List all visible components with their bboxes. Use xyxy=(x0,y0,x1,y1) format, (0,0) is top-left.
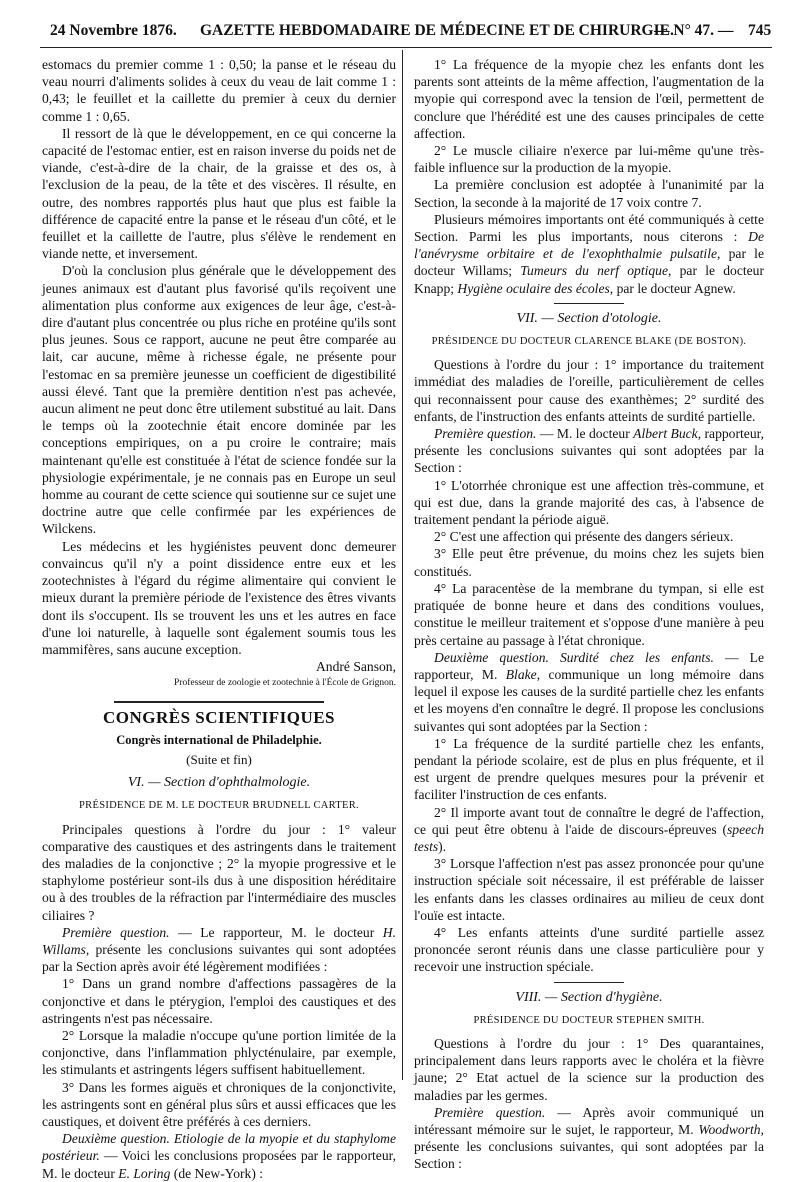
paragraph: 4° Les enfants atteints d'une surdité partielle assez prononcée seront réunis dans une classe particulière pour y recevoir une instruction spéciale. xyxy=(414,924,764,975)
paragraph: Deuxième question. Surdité chez les enfants. — Le rapporteur, M. Blake, communique un long mémoire dans lequel il expose les causes de la surdité partielle chez les enfants et les moyens d'en connaître le degré. Il propose les conclusions suivantes qui sont adoptées par la Section : xyxy=(414,649,765,734)
paragraph: Il ressort de là que le développement, en ce qui concerne la capacité de l'estomac entier, est en raison inverse du poids net de viande, c'est-à-dire de la chair, de la graisse et des os, à l'exclusion de la peau, de la tête et des viscères. Il résulte, en outre, des nombres rapportés plus haut que plus est faible la différence de capacité entre la panse et le réseau d'un côté, et le feuillet et la caillette de l'autre, plus s'élève le rendement en viande nette, et inversement. xyxy=(42,125,396,262)
paragraph: Principales questions à l'ordre du jour : 1° valeur comparative des caustiques et des astringents dans le traitement des maladies de la conjonctive ; 2° la myopie progressive et le staphylome postérieur sont-ils dus à une disposition héréditaire ou à des troubles de la réfraction par l'intermédiaire des muscles ciliaires ? xyxy=(42,821,396,923)
paragraph: 3° Elle peut être prévenue, du moins chez les sujets bien constitués. xyxy=(414,546,764,579)
decorative-rule xyxy=(114,701,324,703)
continuation-note: (Suite et fin) xyxy=(186,751,252,767)
paragraph: estomacs du premier comme 1 : 0,50; la panse et le réseau du veau nourri d'aliments solides à ceux du veau de lait comme 1 : 0,43; le feuillet et la caillette du premier à ceux du dernier comme 1 : 0,65. xyxy=(42,57,396,124)
left-column xyxy=(42,56,396,1182)
paragraph: D'où la conclusion plus générale que le développement des jeunes animaux est d'autant plus favorisé qu'ils reçoivent une alimentation plus conforme aux exigences de leur âge, c'est-à-dire d'autant plus concentrée ou plus riche en protéine qu'ils sont plus jeunes. Sous ce rapport, aucune ne peut être comparée au lait, car aucune, même à richesse égale, ne présente pour l'estomac en sa première jeunesse un coefficient de digestibilité aussi élevé. Tant que la première dentition n'est pas achevée, aucun aliment ne peut donc être utilement substitué au lait. Dans le temps où la zootechnie était encore dominée par les conceptions empiriques, on a pu croire le contraire; mais maintenant qu'elle est constituée à l'état de science fondée sur la physiologie expérimentale, je ne connais pas en Europe un seul homme au courant de cette science qui soutienne sur ce sujet une doctrine autre que celle confirmée par les expériences de Wilckens. xyxy=(42,263,396,537)
paragraph: 1° La fréquence de la myopie chez les enfants dont les parents sont atteints de la même affection, l'augmentation de la myopie qui correspond avec la tension de l'œil, permettent de conclure que l'hérédité est une des causes principales de cette affection. xyxy=(414,57,764,141)
header-rule xyxy=(40,47,772,48)
paragraph: Questions à l'ordre du jour : 1° Des quarantaines, principalement dans leurs rapports avec le choléra et la fièvre jaune; 2° Etat actuel de la science sur la production des maladies par les germes. xyxy=(414,1035,764,1103)
author-signature: André Sanson, xyxy=(315,659,396,675)
header-page-number: 745 xyxy=(748,22,772,39)
paragraph: 4° La paracentèse de la membrane du tympan, si elle est pratiquée de bonne heure et dans des conditions voulues, constitue le meilleur traitement et s'oppose d'une manière à peu près certaine au passage à l'état chronique. xyxy=(414,580,764,648)
column-divider xyxy=(402,50,403,1080)
page-header xyxy=(40,22,770,42)
paragraph: 1° L'otorrhée chronique est une affection très-commune, et qui est due, dans la grande majorité des cas, à l'absence de traitement pendant la période aiguë. xyxy=(414,477,764,528)
paragraph: Deuxième question. Etiologie de la myopie et du staphylome postérieur. — Voici les conclusions proposées par le rapporteur, M. le docteur E. Loring (de New-York) : xyxy=(42,1131,396,1181)
presidency-line: PRÉSIDENCE DU DOCTEUR CLARENCE BLAKE (DE BOSTON). xyxy=(431,336,747,348)
paragraph: La première conclusion est adoptée à l'unanimité par la Section, la seconde à la majorité de 17 voix contre 7. xyxy=(414,177,764,210)
paragraph: Première question. — Le rapporteur, M. le docteur H. Willams, présente les conclusions suivantes qui sont adoptées par la Section après avoir été légèrement modifiées : xyxy=(42,924,396,975)
paragraph: 2° Il importe avant tout de connaître le degré de l'affection, ce qui peut être obtenu à l'aide de discours-épreuves (speech tests). xyxy=(414,804,764,854)
congress-subheading: Congrès international de Philadelphie. xyxy=(116,732,322,747)
paragraph: Questions à l'ordre du jour : 1° importance du traitement immédiat des maladies de l'oreille, particulièrement de celles qui reconnaissent pour cause des exanthèmes; 2° surdité des enfants, de l'instruction des enfants atteints de surdité partielle. xyxy=(414,357,764,424)
section-heading: VIII. — Section d'hygiène. xyxy=(515,989,663,1005)
paragraph: Première question. — Après avoir communiqué un intéressant mémoire sur le sujet, le rapporteur, M. Woodworth, présente les conclusions suivantes, qui sont adoptées par la Section : xyxy=(414,1104,764,1172)
header-title: GAZETTE HEBDOMADAIRE DE MÉDECINE ET DE CHIRURGIE. xyxy=(200,22,674,39)
paragraph: 2° Le muscle ciliaire n'exerce par lui-même qu'une très-faible influence sur la production de la myopie. xyxy=(414,143,764,176)
paragraph: 3° Dans les formes aiguës et chroniques de la conjonctivite, les astringents sont en général plus sûrs et aussi efficaces que les caustiques, et doivent être préférés à ces derniers. xyxy=(42,1079,396,1129)
right-column xyxy=(414,56,764,1173)
paragraph: 1° La fréquence de la surdité partielle chez les enfants, pendant la période scolaire, est de plus en plus fréquente, et il est urgent de prendre quelques mesures pour la prévenir et faciliter l'instruction de ces enfants. xyxy=(414,735,764,803)
author-title: Professeur de zoologie et zootechnie à l'École de Grignon. xyxy=(174,678,396,689)
section-rule xyxy=(554,982,624,983)
paragraph: 3° Lorsque l'affection n'est pas assez prononcée pour qu'une instruction spéciale soit nécessaire, il est préférable de laisser les enfants dans les classes ordinaires au milieu de ceux dont l'ouïe est intacte. xyxy=(414,856,764,923)
paragraph: 1° Dans un grand nombre d'affections passagères de la conjonctive et dans le ptérygion, l'emploi des caustiques et des astringents n'est pas nécessaire. xyxy=(42,976,396,1026)
presidency-line: PRÉSIDENCE DU DOCTEUR STEPHEN SMITH. xyxy=(473,1014,705,1026)
paragraph: Première question. — M. le docteur Albert Buck, rapporteur, présente les conclusions suivantes qui sont adoptées par la Section : xyxy=(414,426,764,476)
section-heading: VII. — Section d'otologie. xyxy=(516,310,662,326)
header-issue: — N° 47. — xyxy=(654,22,734,39)
paragraph: 2° Lorsque la maladie n'occupe qu'une portion limitée de la conjonctive, dans l'inflammation phlycténulaire, par exemple, les stimulants et astringents légers suffisent habituellement. xyxy=(42,1027,396,1078)
header-date: 24 Novembre 1876. xyxy=(50,22,177,39)
section-rule xyxy=(554,303,624,304)
paragraph: Les médecins et les hygiénistes peuvent donc demeurer convaincus qu'il n'y a point dissidence entre eux et les zootechnistes à l'égard du régime alimentaire qui convient le mieux durant la première période de l'existence des êtres vivants dont ils s'occupent. Ils se trouvent les uns et les autres en face d'une loi naturelle, à laquelle sont également soumis tous les mammifères, sans aucune exception. xyxy=(42,538,396,657)
paragraph: 2° C'est une affection qui présente des dangers sérieux. xyxy=(434,529,734,545)
section-heading: VI. — Section d'ophthalmologie. xyxy=(127,775,311,791)
presidency-line: PRÉSIDENCE DE M. LE DOCTEUR BRUDNELL CARTER. xyxy=(79,800,359,812)
congress-heading: CONGRÈS SCIENTIFIQUES xyxy=(102,707,336,727)
paragraph: Plusieurs mémoires importants ont été communiqués à cette Section. Parmi les plus importants, nous citerons : De l'anévrysme orbitaire et de l'exophthalmie pulsatile, par le docteur Willams; Tumeurs du nerf optique, par le docteur Knapp; Hygiène oculaire des écoles, par le docteur Agnew. xyxy=(414,211,764,296)
